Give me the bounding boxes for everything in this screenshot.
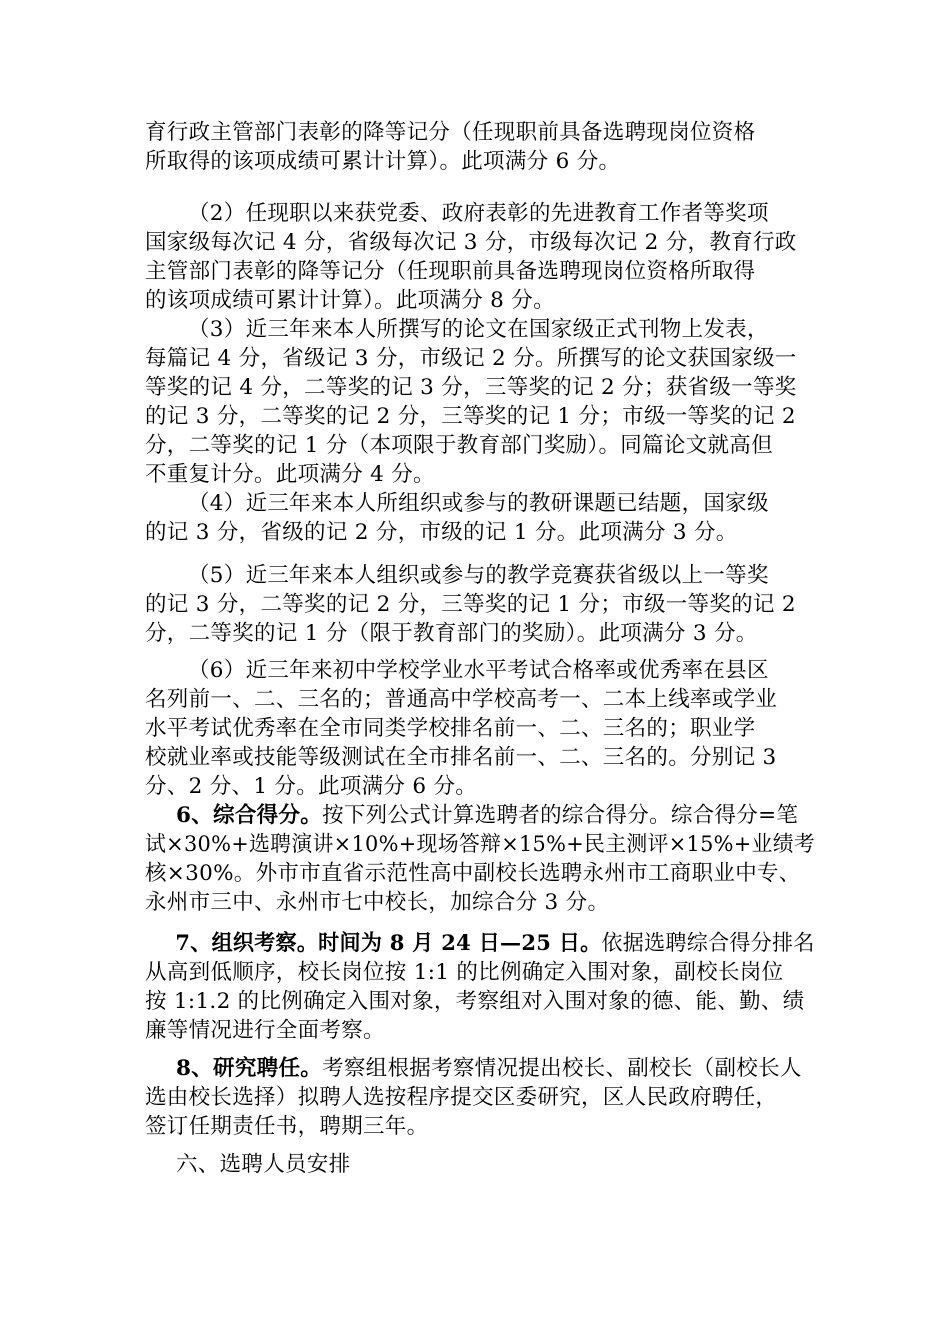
section-heading: 8、研究聘任。: [176, 1056, 323, 1081]
text-line: 名列前一、二、三名的；普通高中学校高考一、二本上线率或学业: [145, 687, 778, 712]
paragraph-continuation: [145, 118, 815, 176]
text-line: 从高到低顺序，校长岗位按 1:1 的比例确定入围对象，副校长岗位: [145, 960, 784, 985]
paragraph-item-5: [145, 561, 815, 648]
text-line: 不重复计分。此项满分 4 分。: [145, 462, 435, 487]
text-line: 分，二等奖的记 1 分（限于教育部门的奖励）。此项满分 3 分。: [145, 621, 758, 646]
text-run: 考察组根据考察情况提出校长、副校长（副校长人: [322, 1056, 802, 1081]
text-line: 每篇记 4 分，省级记 3 分，市级记 2 分。所撰写的论文获国家级一: [145, 346, 797, 371]
text-line: 主管部门表彰的降等记分（任现职前具备选聘现岗位资格所取得: [145, 259, 756, 284]
text-line: 试×30%+选聘演讲×10%+现场答辩×15%+民主测评×15%+业绩考: [145, 832, 816, 857]
text-line: [145, 801, 815, 830]
text-line: 永州市三中、永州市七中校长，加综合分 3 分。: [145, 890, 610, 915]
text-line: 签订任期责任书，聘期三年。: [145, 1114, 429, 1139]
text-line: 分，二等奖的记 1 分（本项限于教育部门奖励）。同篇论文就高但: [145, 433, 773, 458]
text-line: 的记 3 分，二等奖的记 2 分，三等奖的记 1 分；市级一等奖的记 2: [145, 592, 796, 617]
text-line: 所取得的该项成绩可累计计算）。此项满分 6 分。: [145, 149, 621, 174]
paragraph-item-4: [145, 489, 815, 547]
text-line: 六、选聘人员安排: [176, 1152, 351, 1177]
text-line: 选由校长选择）拟聘人选按程序提交区委研究，区人民政府聘任，: [145, 1085, 778, 1110]
text-line: [145, 1054, 815, 1083]
paragraph-section-7: [145, 929, 815, 1045]
section-heading: 7、组织考察。时间为 8 月 24 日—25 日。: [175, 931, 602, 956]
text-line: 分、2 分、1 分。此项满分 6 分。: [145, 774, 478, 799]
text-line: [145, 929, 815, 958]
paragraph-section-6: [145, 801, 815, 917]
text-line: （2）任现职以来获党委、政府表彰的先进教育工作者等奖项: [188, 201, 769, 226]
text-line: 核×30%。外市市直省示范性高中副校长选聘永州市工商职业中专、: [145, 861, 801, 886]
text-line: （6）近三年来初中学校学业水平考试合格率或优秀率在县区: [188, 658, 769, 683]
text-line: 校就业率或技能等级测试在全市排名前一、二、三名的。分别记 3: [145, 745, 777, 770]
text-line: 按 1:1.2 的比例确定入围对象，考察组对入围对象的德、能、勤、绩: [145, 989, 805, 1014]
text-line: （3）近三年来本人所撰写的论文在国家级正式刊物上发表，: [188, 317, 769, 342]
paragraph-item-3: [145, 315, 815, 489]
text-line: （4）近三年来本人所组织或参与的教研课题已结题，国家级: [188, 491, 769, 516]
text-run: 按下列公式计算选聘者的综合得分。综合得分=笔: [322, 803, 799, 828]
text-line: 等奖的记 4 分，二等奖的记 3 分，三等奖的记 2 分；获省级一等奖: [145, 375, 797, 400]
text-line: 的记 3 分，二等奖的记 2 分，三等奖的记 1 分；市级一等奖的记 2: [145, 404, 796, 429]
section-heading: 6、综合得分。: [176, 803, 323, 828]
text-line: 的该项成绩可累计计算）。此项满分 8 分。: [145, 288, 555, 313]
text-run: 依据选聘综合得分排名: [601, 931, 815, 956]
text-line: （5）近三年来本人组织或参与的教学竞赛获省级以上一等奖: [188, 563, 769, 588]
text-line: 水平考试优秀率在全市同类学校排名前一、二、三名的；职业学: [145, 716, 756, 741]
paragraph-item-6: [145, 656, 815, 801]
paragraph-section-heading-6: [145, 1150, 815, 1179]
text-line: 育行政主管部门表彰的降等记分（任现职前具备选聘现岗位资格: [145, 120, 756, 145]
paragraph-item-2: [145, 199, 815, 315]
text-line: 的记 3 分，省级的记 2 分，市级的记 1 分。此项满分 3 分。: [145, 520, 738, 545]
paragraph-section-8: [145, 1054, 815, 1141]
text-line: 国家级每次记 4 分，省级每次记 3 分，市级每次记 2 分，教育行政: [145, 230, 797, 255]
text-line: 廉等情况进行全面考察。: [145, 1018, 385, 1043]
